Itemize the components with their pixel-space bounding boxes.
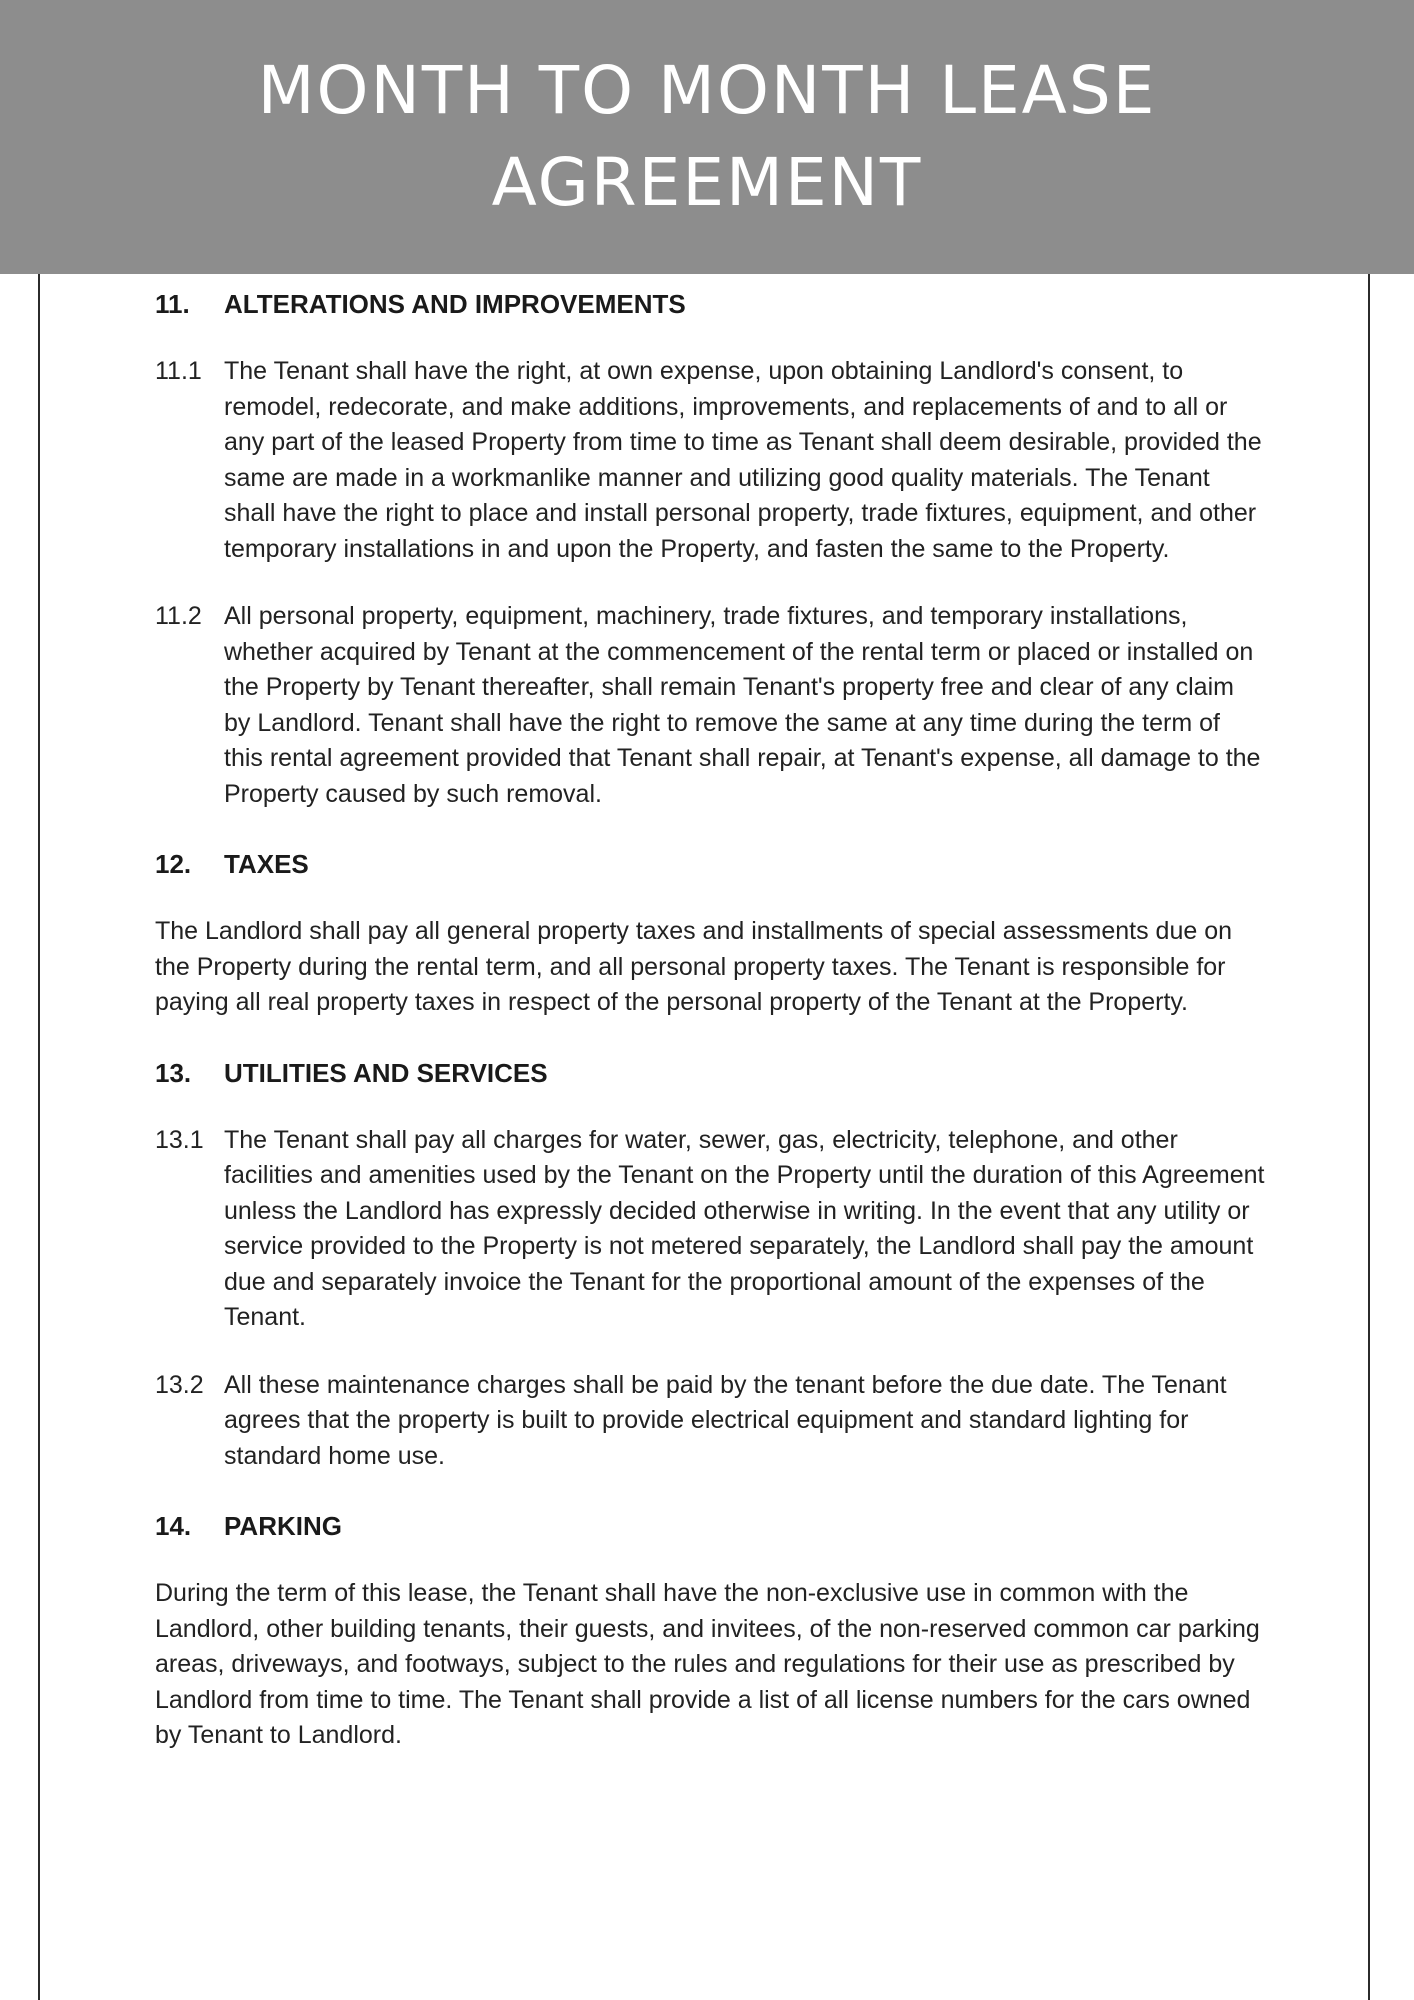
section-number: 13. — [155, 1057, 192, 1088]
clause-13-2 — [155, 1368, 1265, 1475]
clause-11-1 — [155, 354, 1265, 567]
clause-number: 11.1 — [155, 357, 202, 385]
section-title: PARKING — [224, 1511, 342, 1541]
clause-number: 13.2 — [155, 1370, 204, 1399]
clause-13-1 — [155, 1123, 1265, 1336]
section-title: TAXES — [224, 849, 309, 879]
clause-text: The Tenant shall have the right, at own expense, upon obtaining Landlord's consent, to remodel, redecorate, and make additions, improvements, and replacements of and to all or any part of the leased Property from time to time as Tenant shall deem desirable, provided the same are made in a workmanlike manner and utilizing good quality materials. The Tenant shall have the right to place and install personal property, trade fixtures, equipment, and other temporary installations in and upon the Property, and fasten the same to the Property. — [224, 357, 1262, 563]
header-banner — [0, 0, 1414, 274]
page-border-right — [1368, 274, 1370, 2000]
section-number: 14. — [155, 1511, 192, 1541]
clause-text: All personal property, equipment, machinery, trade fixtures, and temporary installations, whether acquired by Tenant at the commencement of the rental term or placed or installed on the Property by Tenant thereafter, shall remain Tenant's property free and clear of any claim by Landlord. Tenant shall have the right to remove the same at any time during the term of this rental agreement provided that Tenant shall repair, at Tenant's expense, all damage to the Property caused by such removal. — [224, 602, 1261, 808]
section-title: UTILITIES AND SERVICES — [224, 1057, 548, 1088]
section-number: 11. — [155, 289, 190, 319]
document-body — [155, 286, 1265, 1754]
section-heading-taxes — [155, 846, 1265, 882]
section-heading-utilities — [155, 1055, 1265, 1091]
clause-number: 13.1 — [155, 1125, 204, 1154]
section-title: ALTERATIONS AND IMPROVEMENTS — [224, 289, 686, 319]
section-number: 12. — [155, 849, 192, 879]
page-title-line-1: MONTH TO MONTH LEASE — [257, 52, 1157, 129]
taxes-paragraph: The Landlord shall pay all general property taxes and installments of special assessments due on the Property during the rental term, and all personal property taxes. The Tenant is responsible for paying all real property taxes in respect of the personal property of the Tenant at the Property. — [155, 917, 1233, 1016]
clause-text: The Tenant shall pay all charges for water, sewer, gas, electricity, telephone, and other facilities and amenities used by the Tenant on the Property until the duration of this Agreement unless the Landlord has expressly decided otherwise in writing. In the event that any utility or service provided to the Property is not metered separately, the Landlord shall pay the amount due and separately invoice the Tenant for the proportional amount of the expenses of the Tenant. — [224, 1125, 1265, 1331]
page-border-left — [38, 274, 40, 2000]
page-title-line-2: AGREEMENT — [491, 144, 923, 221]
section-heading-parking — [155, 1508, 1265, 1544]
section-heading-alterations — [155, 286, 1265, 322]
parking-paragraph: During the term of this lease, the Tenant shall have the non-exclusive use in common with the Landlord, other building tenants, their guests, and invitees, of the non-reserved common car parking areas, driveways, and footways, subject to the rules and regulations for their use as prescribed by Landlord from time to time. The Tenant shall provide a list of all license numbers for the cars owned by Tenant to Landlord. — [155, 1579, 1260, 1749]
clause-text: All these maintenance charges shall be paid by the tenant before the due date. The Tenant agrees that the property is built to provide electrical equipment and standard lighting for standard home use. — [224, 1370, 1227, 1470]
clause-11-2 — [155, 599, 1265, 812]
clause-number: 11.2 — [155, 602, 202, 630]
